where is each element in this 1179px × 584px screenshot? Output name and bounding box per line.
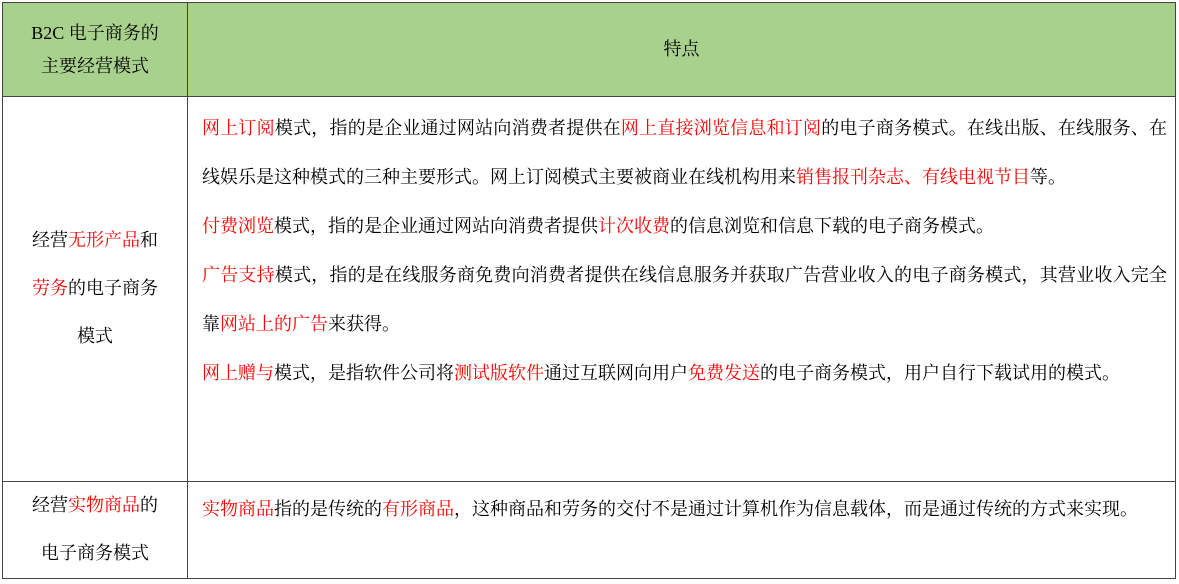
- text-segment: 模式，指的是企业通过网站向消费者提供: [274, 216, 598, 237]
- row-model-cell: [3, 482, 188, 579]
- highlighted-text: 无形产品: [68, 230, 140, 251]
- highlighted-text: 测试版软件: [454, 363, 544, 384]
- highlighted-text: 网上订阅: [202, 118, 275, 139]
- text-segment: 和: [140, 230, 158, 251]
- text-segment: 的信息浏览和信息下载的电子商务模式。: [670, 216, 994, 237]
- highlighted-text: 网站上的广告: [220, 314, 328, 335]
- model-label-line: [3, 482, 187, 530]
- text-segment: 来获得。: [328, 314, 400, 335]
- text-segment: 经营: [32, 230, 68, 251]
- model-label-line: [3, 217, 187, 265]
- highlighted-text: 劳务: [32, 278, 68, 299]
- table-row: [3, 482, 1176, 579]
- highlighted-text: 网上赠与: [202, 363, 274, 384]
- model-label-line: [3, 530, 187, 578]
- model-label-line: [3, 265, 187, 313]
- feature-paragraph: [202, 202, 1167, 251]
- feature-paragraph: [202, 349, 1167, 398]
- highlighted-text: 网上直接浏览信息和订阅: [620, 118, 822, 139]
- text-segment: 电子商务模式: [41, 543, 149, 564]
- text-segment: 模式，是指软件公司将: [274, 363, 454, 384]
- header-model-line-2: 主要经营模式: [41, 55, 149, 77]
- text-segment: 等。: [1030, 167, 1066, 188]
- highlighted-text: 有形商品: [382, 499, 454, 520]
- text-segment: 模式: [77, 326, 113, 347]
- header-model-line-1: B2C 电子商务的: [31, 22, 159, 43]
- feature-paragraph: [202, 104, 1167, 202]
- table-row: [3, 97, 1176, 482]
- text-segment: 的电子商务: [68, 278, 158, 299]
- model-label-line: [3, 313, 187, 361]
- header-cell-model: [3, 3, 188, 97]
- highlighted-text: 销售报刊杂志、有线电视节目: [796, 167, 1030, 188]
- text-segment: 的: [140, 495, 158, 516]
- text-segment: 通过互联网向用户: [544, 363, 688, 384]
- highlighted-text: 实物商品: [68, 495, 140, 516]
- highlighted-text: 广告支持: [202, 265, 275, 286]
- row-model-cell: [3, 97, 188, 482]
- text-segment: 的电子商务模式。在线出版、在线服务、在线娱乐是这种模式的三种主要形式。网上订阅模式主要被商业在线机构用来: [202, 118, 1168, 188]
- highlighted-text: 计次收费: [598, 216, 670, 237]
- business-model-table: [2, 2, 1176, 579]
- header-cell-features: 特点: [188, 3, 1176, 97]
- row-features-cell: [188, 97, 1176, 482]
- row-features-cell: [188, 482, 1176, 579]
- highlighted-text: 实物商品: [202, 499, 274, 520]
- text-segment: 指的是传统的: [274, 499, 382, 520]
- highlighted-text: 付费浏览: [202, 216, 274, 237]
- text-segment: 模式，指的是在线服务商免费向消费者提供在线信息服务并获取广告营业收入的电子商务模式，其营业收入完全靠: [202, 265, 1168, 335]
- text-segment: 经营: [32, 495, 68, 516]
- text-segment: 的电子商务模式，用户自行下载试用的模式。: [760, 363, 1120, 384]
- header-row: [3, 3, 1176, 97]
- feature-paragraph: [202, 485, 1167, 534]
- text-segment: 模式，指的是企业通过网站向消费者提供在: [274, 118, 621, 139]
- text-segment: ，这种商品和劳务的交付不是通过计算机作为信息载体，而是通过传统的方式来实现。: [454, 499, 1138, 520]
- feature-paragraph: [202, 251, 1167, 349]
- highlighted-text: 免费发送: [688, 363, 760, 384]
